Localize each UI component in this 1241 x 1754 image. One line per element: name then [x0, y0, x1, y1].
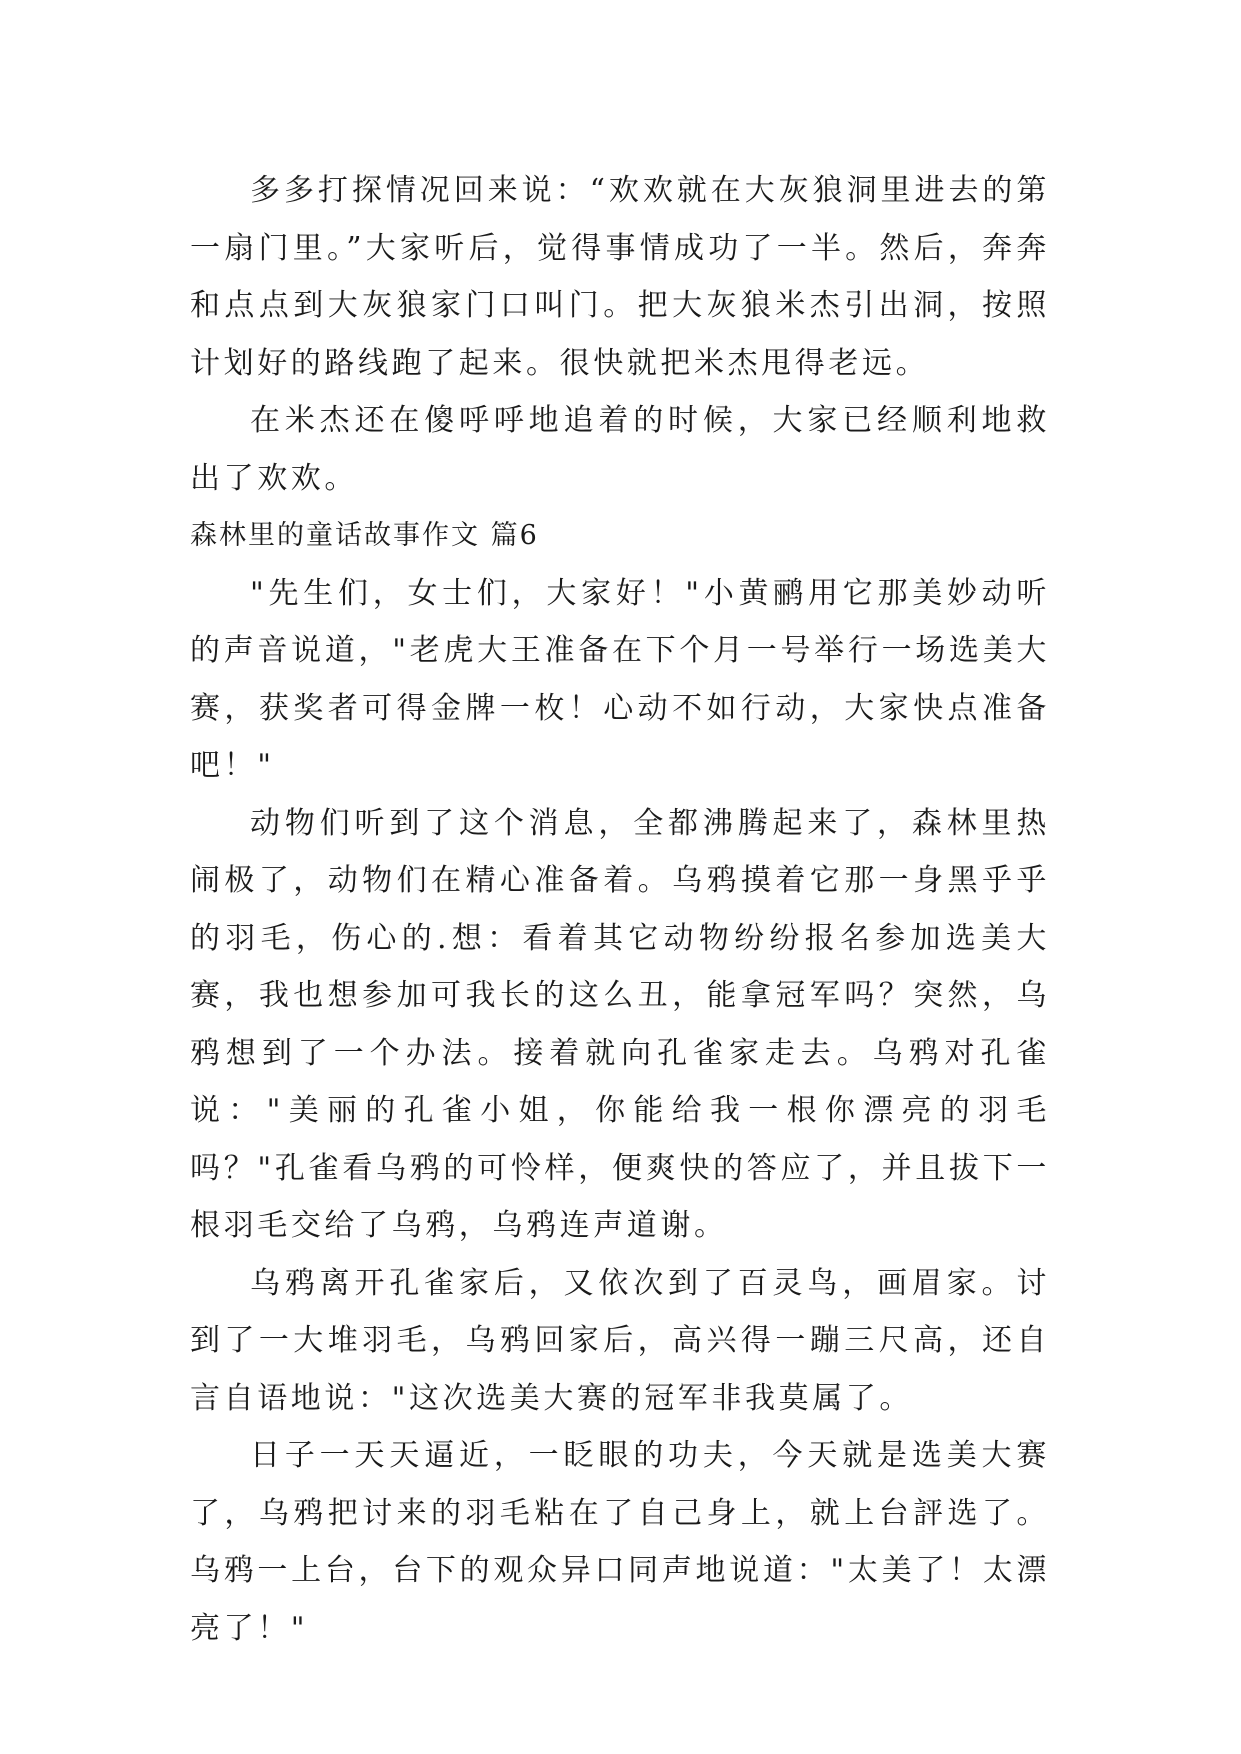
paragraph: 多多打探情况回来说：“欢欢就在大灰狼洞里进去的第一扇门里。”大家听后，觉得事情成功了一半。然后，奔奔和点点到大灰狼家门口叫门。把大灰狼米杰引出洞，按照计划好的路线跑了起来。很快就把米杰甩得老远。: [190, 173, 1050, 381]
paragraph: "先生们，女士们，大家好！"小黄鹂用它那美妙动听的声音说道，"老虎大王准备在下个月一号举行一场选美大赛，获奖者可得金牌一枚！心动不如行动，大家快点准备吧！": [190, 575, 1050, 783]
paragraph: 在米杰还在傻呼呼地追着的时候，大家已经顺利地救出了欢欢。: [190, 403, 1050, 496]
paragraph: 动物们听到了这个消息，全都沸腾起来了，森林里热闹极了，动物们在精心准备着。乌鸦摸着它那一身黑乎乎的羽毛，伤心的.想：看着其它动物纷纷报名参加选美大赛，我也想参加可我长的这么丑，能拿冠军吗？突然，乌鸦想到了一个办法。接着就向孔雀家走去。乌鸦对孔雀说："美丽的孔雀小姐，你能给我一根你漂亮的羽毛吗？"孔雀看乌鸦的可怜样，便爽快的答应了，并且拔下一根羽毛交给了乌鸦，乌鸦连声道谢。: [190, 805, 1050, 1243]
paragraph: 乌鸦离开孔雀家后，又依次到了百灵鸟，画眉家。讨到了一大堆羽毛，乌鸦回家后，高兴得一蹦三尺高，还自言自语地说："这次选美大赛的冠军非我莫属了。: [190, 1265, 1050, 1416]
document-body: [190, 162, 1050, 1657]
paragraph: 日子一天天逼近，一眨眼的功夫，今天就是选美大赛了，乌鸦把讨来的羽毛粘在了自己身上，就上台評选了。乌鸦一上台，台下的观众异口同声地说道："太美了！太漂亮了！": [190, 1438, 1050, 1646]
section-heading: 森林里的童话故事作文 篇6: [190, 520, 539, 551]
